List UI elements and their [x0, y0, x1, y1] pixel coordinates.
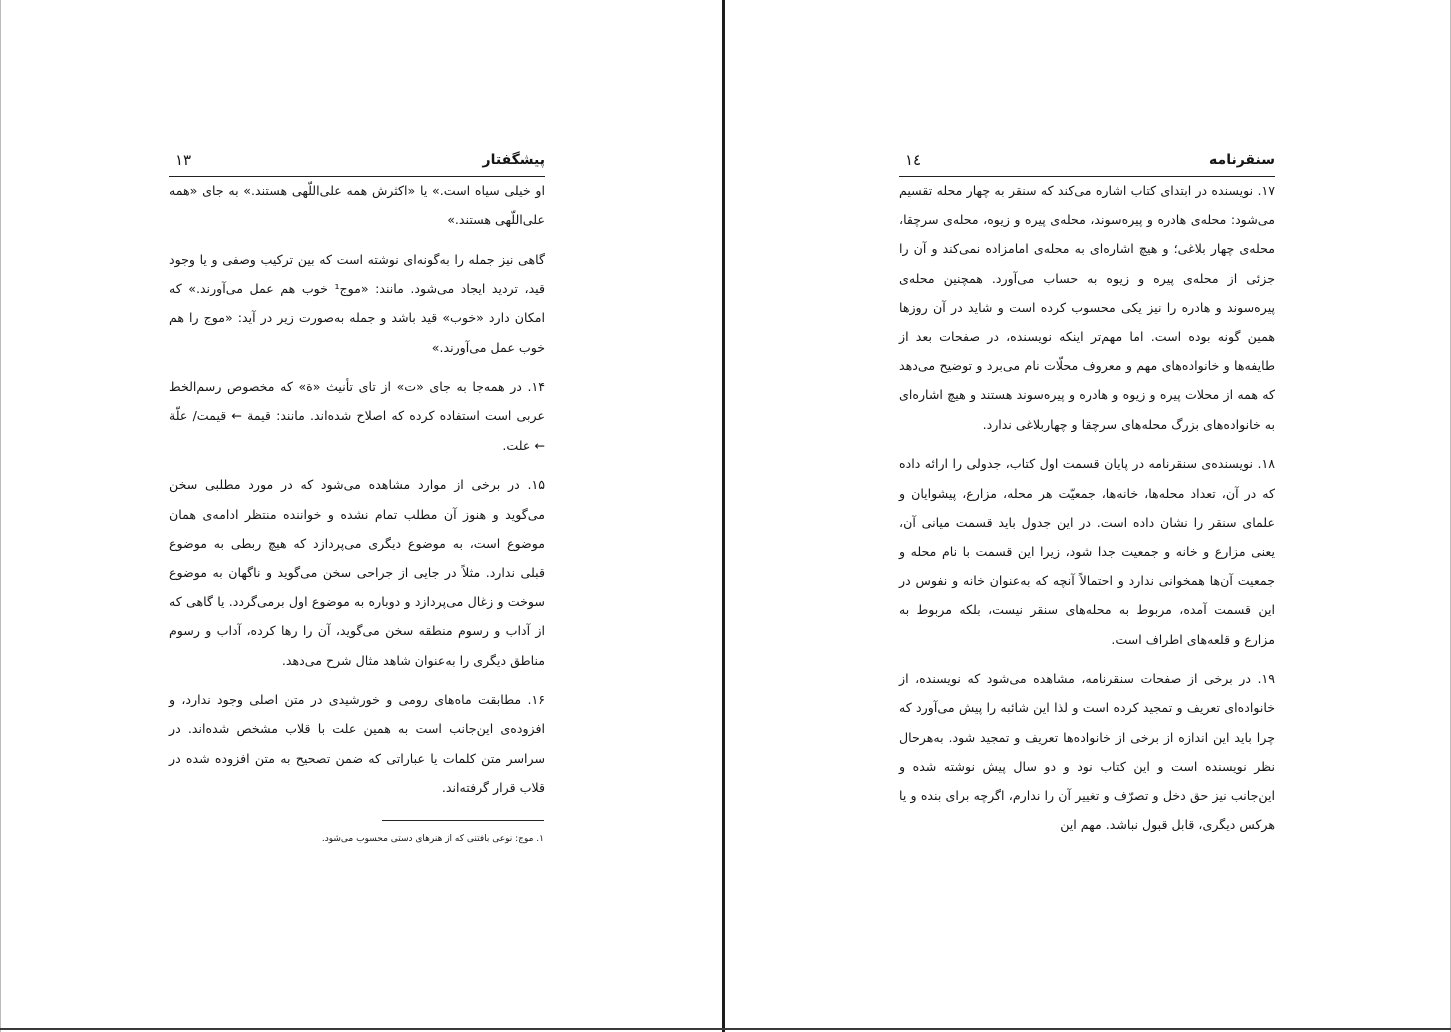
right-page: [727, 0, 1451, 1032]
paragraph: ۱۷. نویسنده در ابتدای کتاب اشاره می‌کند که سنقر به چهار محله تقسیم می‌شود: محله‌ی هادره و پیره‌سوند، محله‌ی پیره و زیوه، محله‌ی سرچقا، محله‌ی چهار بلاغی؛ و هیچ اشاره‌ای به محله‌ی امامزاده نمی‌کند و آن را جزئی از محله‌ی پیره و زیوه به حساب می‌آورد. همچنین محله‌ی پیره‌سوند و هادره را نیز یکی محسوب کرده است و شاید در آن روزها همین گونه بوده است. اما مهم‌تر اینکه نویسنده، در صفحات بعد از طایفه‌ها و خانواده‌های مهم و معروف محلّات نام می‌برد و توضیح می‌دهد که همه از محلات پیره و زیوه و هادره و پیره‌سوند هستند و هیچ اشاره‌ای به خانواده‌های بزرگ محله‌های سرچقا و چهاربلاغی ندارد.: [899, 183, 1275, 432]
bottom-edge: [0, 1028, 1451, 1030]
left-page-body: [169, 176, 545, 813]
page-number: ١٣: [175, 151, 192, 169]
paragraph: او خیلی سیاه است.» یا «اکثرش همه علی‌اللّهی هستند.» به جای «همه علی‌اللّهی هستند.»: [169, 183, 545, 228]
running-title: سنقرنامه: [1209, 152, 1275, 168]
paragraph: ۱۶. مطابقت ماه‌های رومی و خورشیدی در متن اصلی وجود ندارد، و افزوده‌ی این‌جانب است به همین علت با قلاب مشخص شده‌اند. در سراسر متن کلمات یا عباراتی که ضمن تصحیح به متن افزوده شده در قلاب قرار گرفته‌اند.: [169, 692, 545, 795]
footnote: ١. موج: نوعی بافتنی که از هنرهای دستی محسوب می‌شود.: [321, 834, 544, 844]
left-page: [0, 0, 722, 1032]
paragraph: ۱۵. در برخی از موارد مشاهده می‌شود که در مورد مطلبی سخن می‌گوید و هنوز آن مطلب تمام نشده و خواننده منتظر ادامه‌ی همان موضوع است، به موضوع دیگری می‌پردازد که هیچ ربطی به موضوع قبلی ندارد. مثلاً در جایی از جراحی سخن می‌گوید و ناگهان به موضوع سوخت و زغال می‌پردازد و دوباره به موضوع اول برمی‌گردد. یا گاهی که از آداب و رسوم منطقه سخن می‌گوید، آن را رها کرده، آداب و رسوم مناطق دیگری را به‌عنوان شاهد مثال شرح می‌دهد.: [169, 477, 545, 668]
right-page-body: [899, 176, 1275, 850]
left-page-header: [169, 150, 545, 177]
book-spine: [722, 0, 725, 1032]
right-page-header: [899, 150, 1275, 177]
running-title: پیشگفتار: [482, 152, 545, 168]
paragraph: ۱۸. نویسنده‌ی سنقرنامه در پایان قسمت اول کتاب، جدولی را ارائه داده که در آن، تعداد محله‌ها، خانه‌ها، جمعیّت هر محله، مزارع، پیشوایان و علمای سنقر را نشان داده است. در این جدول باید قسمت میانی آن، یعنی مزارع و خانه و جمعیت جدا شود، زیرا این قسمت با نام محله و جمعیت آن‌ها همخوانی ندارد و احتمالاً آنچه که به‌عنوان خانه و نفوس در این قسمت آمده، مربوط به محله‌های سنقر نیست، بلکه مربوط به مزارع و قلعه‌های اطراف است.: [899, 456, 1275, 647]
paragraph: ۱۹. در برخی از صفحات سنقرنامه، مشاهده می‌شود که نویسنده، از خانواده‌ای تعریف و تمجید کرده است و لذا این شائبه را پیش می‌آورد که چرا باید این اندازه از برخی از خانواده‌ها تعریف و تمجید شود. به‌هرحال نظر نویسنده است و این کتاب نود و دو سال پیش نوشته شده و این‌جانب نیز حق دخل و تصرّف و تغییر آن را ندارم، اگرچه برای بنده و یا هرکس دیگری، قابل قبول نباشد. مهم این: [899, 671, 1275, 833]
paragraph: گاهی نیز جمله را به‌گونه‌ای نوشته است که بین ترکیب وصفی و یا وجود قید، تردید ایجاد می‌شود. مانند: «موج¹ خوب هم عمل می‌آورند.» که امکان دارد «خوب» قید باشد و جمله به‌صورت زیر در آید: «موج را هم خوب عمل می‌آورند.»: [169, 251, 546, 355]
paragraph: ۱۴. در همه‌جا به جای «ت» از تای تأنیث «ة» که مخصوص رسم‌الخط عربی است استفاده کرده که اصلاح شده‌اند. مانند: قیمة ← قیمت/ علّة ← علت.: [169, 379, 545, 453]
page-number: ١٤: [905, 151, 922, 169]
footnote-divider: [382, 820, 544, 821]
